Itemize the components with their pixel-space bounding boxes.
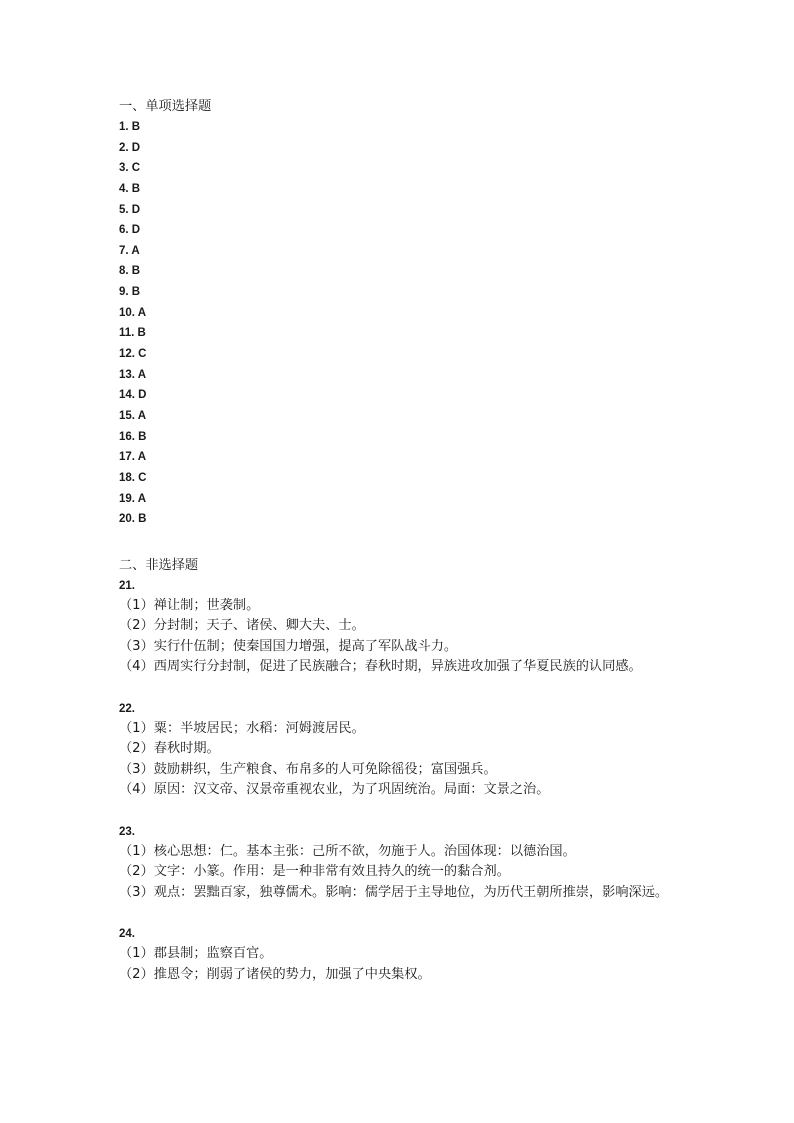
question-gap <box>119 801 689 822</box>
section-spacer <box>119 530 689 556</box>
mc-answer-10: 10. A <box>119 306 147 319</box>
question-gap <box>119 678 689 699</box>
question-gap <box>119 903 689 924</box>
mc-answer-3: 3. C <box>119 162 141 175</box>
answer-line: （3）鼓励耕织，生产粮食、布帛多的人可免除徭役；富国强兵。 <box>119 761 497 777</box>
section-title-multiple-choice: 一、单项选择题 <box>119 99 212 114</box>
mc-answer-2: 2. D <box>119 141 141 154</box>
mc-answer-9: 9. B <box>119 286 141 299</box>
question-number: 23. <box>119 825 135 838</box>
mc-answer-6: 6. D <box>119 224 141 237</box>
answer-line: （3）实行什伍制；使秦国国力增强，提高了军队战斗力。 <box>119 638 458 654</box>
mc-answer-1: 1. B <box>119 121 141 133</box>
multiple-choice-answer-list <box>119 117 689 530</box>
answer-line: （1）禅让制；世袭制。 <box>119 597 260 613</box>
mc-answer-14: 14. D <box>119 389 147 402</box>
question-number: 21. <box>119 579 135 592</box>
answer-line: （2）春秋时期。 <box>119 741 220 757</box>
mc-answer-18: 18. C <box>119 471 147 484</box>
answer-line: （1）核心思想：仁。基本主张：己所不欲，勿施于人。治国体现：以德治国。 <box>119 843 576 859</box>
answer-line: （1）郡县制；监察百官。 <box>119 946 273 962</box>
mc-answer-17: 17. A <box>119 451 147 464</box>
mc-answer-19: 19. A <box>119 492 147 505</box>
question-21 <box>119 576 689 678</box>
mc-answer-12: 12. C <box>119 348 147 361</box>
answer-line: （2）推恩令；削弱了诸侯的势力，加强了中央集权。 <box>119 966 431 982</box>
mc-answer-7: 7. A <box>119 244 140 257</box>
answer-line: （4）西周实行分封制，促进了民族融合；春秋时期，异族进攻加强了华夏民族的认同感。 <box>119 659 642 675</box>
question-22 <box>119 699 689 801</box>
mc-answer-5: 5. D <box>119 203 141 216</box>
mc-answer-15: 15. A <box>119 409 147 422</box>
answer-document <box>119 97 689 985</box>
mc-answer-16: 16. B <box>119 430 147 443</box>
mc-answer-11: 11. B <box>119 327 146 340</box>
answer-line: （2）分封制；天子、诸侯、卿大夫、士。 <box>119 618 365 634</box>
question-number: 24. <box>119 928 135 941</box>
question-24 <box>119 924 689 985</box>
answer-line: （4）原因：汉文帝、汉景帝重视农业，为了巩固统治。局面：文景之治。 <box>119 782 550 798</box>
question-number: 22. <box>119 702 135 715</box>
mc-answer-20: 20. B <box>119 513 147 526</box>
section-title-non-choice: 二、非选择题 <box>119 557 199 573</box>
mc-answer-8: 8. B <box>119 265 141 278</box>
mc-answer-13: 13. A <box>119 368 147 381</box>
answer-line: （2）文字：小篆。作用：是一种非常有效且持久的统一的黏合剂。 <box>119 864 510 880</box>
mc-answer-4: 4. B <box>119 182 141 195</box>
answer-line: （1）粟：半坡居民；水稻：河姆渡居民。 <box>119 720 365 736</box>
answer-line: （3）观点：罢黜百家，独尊儒术。影响：儒学居于主导地位，为历代王朝所推崇，影响深远。 <box>119 884 669 900</box>
question-23 <box>119 822 689 904</box>
